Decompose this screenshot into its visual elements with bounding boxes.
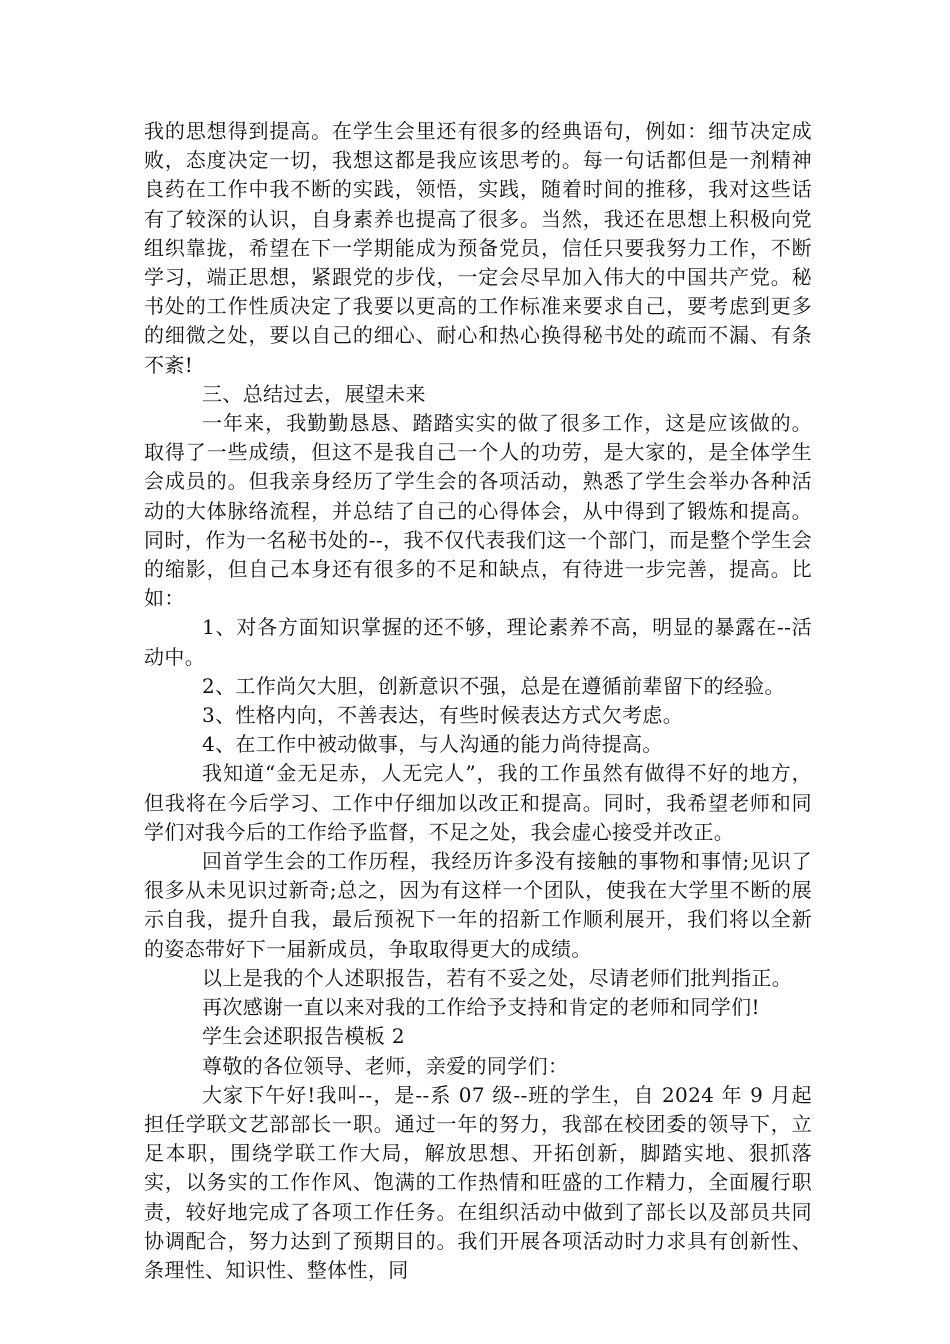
paragraph-closing: 以上是我的个人述职报告，若有不妥之处，尽请老师们批判指正。	[202, 965, 793, 990]
paragraph-thanks: 再次感谢一直以来对我的工作给予支持和肯定的老师和同学们!	[202, 995, 760, 1020]
section-heading: 三、总结过去，展望未来	[202, 381, 426, 406]
paragraph-self-reflection: 我知道“金无足赤，人无完人”，我的工作虽然有做得不好的地方，但我将在今后学习、工作中仔细加以改正和提高。同时，我希望老师和同学们对我今后的工作给予监督，不足之处，我会虚心接受并改正。	[144, 761, 812, 844]
document-body	[144, 117, 812, 1285]
list-item-4: 4、在工作中被动做事，与人沟通的能力尚待提高。	[202, 732, 663, 757]
template-title: 学生会述职报告模板 2	[202, 1024, 405, 1049]
paragraph-review: 回首学生会的工作历程，我经历许多没有接触的事物和事情;见识了很多从未见识过新奇;总之，因为有这样一个团队，使我在大学里不断的展示自我，提升自我，最后预祝下一年的招新工作顺利展开，我们将以全新的姿态带好下一届新成员，争取取得更大的成绩。	[144, 849, 812, 961]
paragraph-continuation: 我的思想得到提高。在学生会里还有很多的经典语句，例如：细节决定成败，态度决定一切，我想这都是我应该思考的。每一句话都但是一剂精神良药在工作中我不断的实践，领悟，实践，随着时间的推移，我对这些话有了较深的认识，自身素养也提高了很多。当然，我还在思想上积极向党组织靠拢，希望在下一学期能成为预备党员，信任只要我努力工作，不断学习，端正思想，紧跟党的步伐，一定会尽早加入伟大的中国共产党。秘书处的工作性质决定了我要以更高的工作标准来要求自己，要考虑到更多的细微之处，要以自己的细心、耐心和热心换得秘书处的疏而不漏、有条不紊!	[144, 119, 812, 377]
paragraph-summary: 一年来，我勤勤恳恳、踏踏实实的做了很多工作，这是应该做的。取得了一些成绩，但这不是我自己一个人的功劳，是大家的，是全体学生会成员的。但我亲身经历了学生会的各项活动，熟悉了学生会举办各种活动的大体脉络流程，并总结了自己的心得体会，从中得到了锻炼和提高。同时，作为一名秘书处的--，我不仅代表我们这一个部门，而是整个学生会的缩影，但自己本身还有很多的不足和缺点，有待进一步完善，提高。比如：	[144, 411, 812, 611]
list-item-2: 2、工作尚欠大胆，创新意识不强，总是在遵循前辈留下的经验。	[202, 673, 785, 698]
paragraph-introduction: 大家下午好!我叫--，是--系 07 级--班的学生，自 2024 年 9 月起担任学联文艺部部长一职。通过一年的努力，我部在校团委的领导下，立足本职，围绕学联工作大局，解放思想、开拓创新，脚踏实地、狠抓落实，以务实的工作作风、饱满的工作热情和旺盛的工作精力，全面履行职责，较好地完成了各项工作任务。在组织活动中做到了部长以及部员共同协调配合，努力达到了预期目的。我们开展各项活动时力求具有创新性、条理性、知识性、整体性，同	[144, 1082, 812, 1282]
salutation: 尊敬的各位领导、老师，亲爱的同学们：	[202, 1053, 569, 1078]
list-item-3: 3、性格内向，不善表达，有些时候表达方式欠考虑。	[202, 703, 684, 728]
list-item-1: 1、对各方面知识掌握的还不够，理论素养不高，明显的暴露在--活动中。	[144, 615, 812, 669]
